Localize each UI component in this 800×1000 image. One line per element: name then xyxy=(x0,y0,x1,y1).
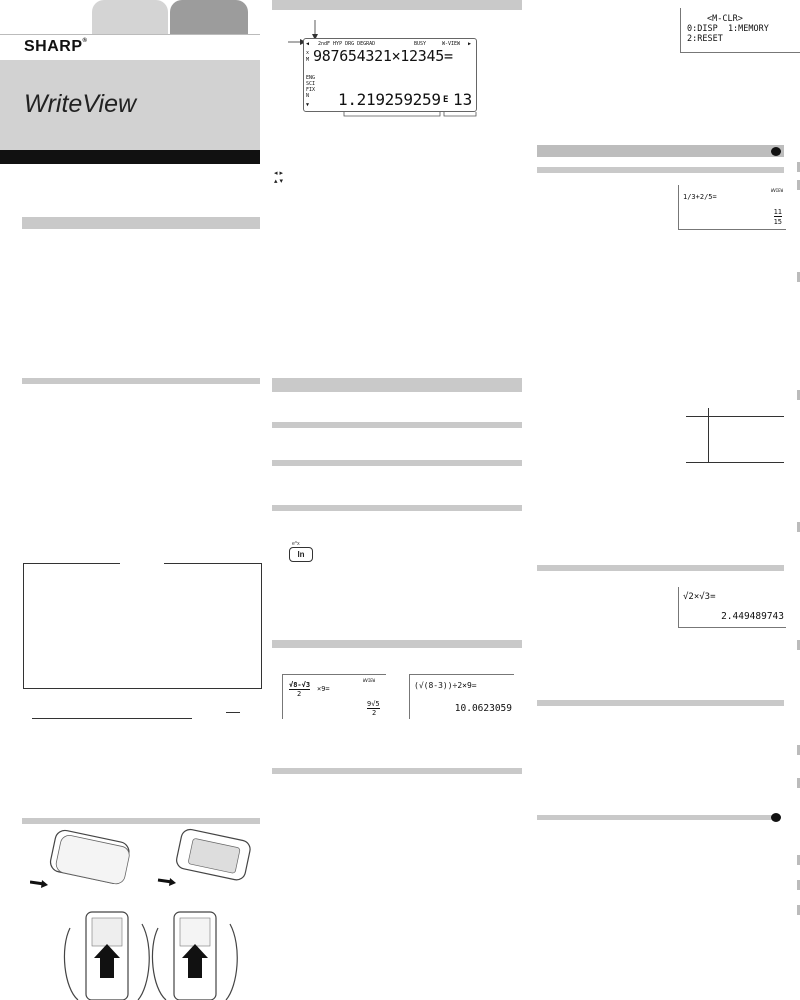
lcd-side-fix: FIX xyxy=(306,87,316,93)
lcd-result-mantissa: 1.219259259 xyxy=(338,90,441,109)
lcd-result-exponent: 13 xyxy=(453,90,473,109)
sqrt-expression: √2×√3= xyxy=(683,592,716,602)
lcd-mark-x: x xyxy=(306,50,310,56)
wview-example-screen xyxy=(282,674,386,719)
lcd-down-arrow-icon: ▼ xyxy=(306,102,310,108)
section-header-bar xyxy=(537,700,784,706)
section-header-bar xyxy=(22,818,260,824)
hand-slide-right-drawing xyxy=(152,912,237,1000)
case-illustration-row xyxy=(30,828,260,1000)
lcd-left-arrow-icon: ◀ xyxy=(306,41,310,47)
section-header-bar xyxy=(272,422,522,428)
wview-mode-indicator: WVIEW xyxy=(363,678,376,683)
section-header-bar xyxy=(272,0,522,10)
lcd-indicators: 2ndF HYP DRG DEGRAD xyxy=(318,41,376,47)
section-header-bar xyxy=(272,460,522,466)
cursor-arrows-icon: ◂ ▸ ▴ ▾ xyxy=(274,170,283,185)
lcd-expression: 987654321×12345= xyxy=(313,47,453,65)
section-header-bar xyxy=(22,378,260,384)
brand-text: SHARP xyxy=(24,38,83,55)
cover-tab-dark xyxy=(170,0,248,34)
lcd-display-diagram xyxy=(303,38,477,112)
lcd-side-eng: ENG xyxy=(306,75,316,81)
table-vertical-rule xyxy=(708,408,709,462)
underline-rule xyxy=(32,718,192,719)
key-top-label: e^x xyxy=(292,541,300,547)
case-closed-drawing xyxy=(30,829,131,888)
case-open-drawing xyxy=(158,828,252,886)
fraction-result-numerator: 11 xyxy=(773,208,782,216)
sqrt-example-screen xyxy=(678,587,786,628)
line-example-screen xyxy=(409,674,514,719)
section-header-bar xyxy=(537,167,784,173)
sqrt-result: 2.449489743 xyxy=(721,611,784,622)
lcd-side-sci: SCI xyxy=(306,81,316,87)
table-bottom-rule xyxy=(686,462,784,463)
lcd-bracket-lines xyxy=(340,110,480,118)
fraction-mode-indicator: WVIEW xyxy=(770,188,783,193)
memory-clear-screen xyxy=(680,8,800,53)
line-expression: (√(8-3))÷2×9= xyxy=(414,681,477,690)
section-header-bar xyxy=(272,505,522,511)
black-band xyxy=(0,150,260,164)
title-band xyxy=(0,60,260,150)
wview-result-numerator: 9√5 xyxy=(367,700,380,708)
brand-logo xyxy=(24,38,87,56)
note-box-gap xyxy=(120,561,164,565)
section-header-bar xyxy=(537,565,784,571)
section-header-bar xyxy=(537,145,784,157)
cover-tab-light xyxy=(92,0,168,34)
lcd-busy: BUSY xyxy=(414,41,427,47)
wview-expression-denominator: 2 xyxy=(297,690,302,698)
section-bullet-icon xyxy=(771,813,781,822)
mclr-title: <M-CLR> xyxy=(707,14,743,24)
product-title: WriteView xyxy=(24,90,137,118)
ln-key xyxy=(289,547,313,562)
lcd-right-arrow-icon: ▶ xyxy=(468,41,472,47)
section-header-bar xyxy=(22,217,260,229)
section-header-bar xyxy=(272,378,522,392)
fraction-example-screen xyxy=(678,185,786,230)
line-result: 10.0623059 xyxy=(454,703,512,714)
lcd-wview: W-VIEW xyxy=(442,41,461,47)
wview-expression-numerator: √8-√3 xyxy=(289,681,311,689)
section-header-bar xyxy=(537,815,775,820)
mclr-line-1: 0:DISP 1:MEMORY xyxy=(687,24,769,34)
mclr-line-2: 2:RESET xyxy=(687,34,723,44)
underline-rule-short xyxy=(226,712,240,713)
lcd-result-exp-sign: E xyxy=(443,95,449,105)
wview-expression-tail: ×9= xyxy=(317,685,330,693)
fraction-expression: 1/3+2/5= xyxy=(683,193,717,201)
brand-registered: ® xyxy=(82,38,88,44)
ln-key-label: ln xyxy=(297,550,305,559)
cover-top-rule xyxy=(0,34,260,35)
wview-result-denominator: 2 xyxy=(372,709,377,717)
lcd-mark-m: M xyxy=(306,57,310,63)
table-outline xyxy=(686,408,784,462)
section-bullet-icon xyxy=(771,147,781,156)
fraction-result-denominator: 15 xyxy=(773,218,782,226)
hand-slide-left-drawing xyxy=(64,912,149,1000)
note-box xyxy=(23,563,262,689)
section-header-bar xyxy=(272,768,522,774)
lcd-side-n: N xyxy=(306,93,310,99)
table-header-rule xyxy=(686,416,784,417)
section-header-bar xyxy=(272,640,522,648)
